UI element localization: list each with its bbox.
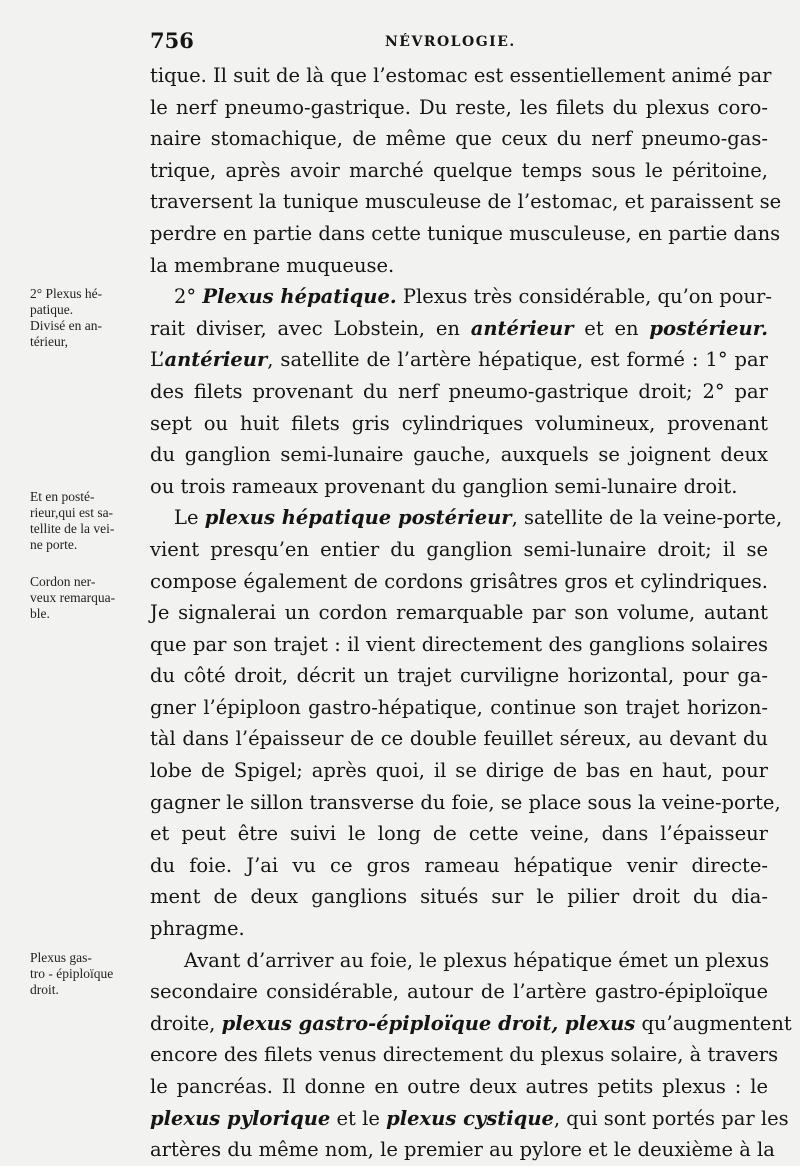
text-line: ou trois rameaux provenant du ganglion semi-lunaire droit. (150, 474, 738, 498)
text-line: traversent la tunique musculeuse de l’estomac, et paraissent se (150, 190, 782, 214)
text-line: compose également de cordons grisâtres gros et cylindriques. (150, 569, 768, 593)
margin-note-line: 2° Plexus hé- (30, 286, 103, 301)
text-line: L’antérieur, satellite de l’artère hépatique, est formé : 1° par (150, 348, 768, 372)
margin-note-plexus-hepatique (30, 286, 152, 350)
text-line: 2° Plexus hépatique. Plexus très considérable, qu’on pour- (174, 285, 772, 309)
text-line: perdre en partie dans cette tunique musculeuse, en partie dans (150, 221, 781, 245)
text-line: que par son trajet : il vient directement des ganglions solaires (150, 632, 768, 656)
text-line: gagner le sillon transverse du foie, se place sous la veine-porte, (150, 790, 781, 814)
text-line: trique, après avoir marché quelque temps sous le péritoine, (150, 158, 768, 182)
text-line: plexus pylorique et le plexus cystique, qui sont portés par les (150, 1106, 789, 1130)
text-line: naire stomachique, de même que ceux du nerf pneumo-gas- (150, 127, 768, 151)
text-line: la membrane muqueuse. (150, 253, 395, 277)
text-line: Le plexus hépatique postérieur, satellite de la veine-porte, (174, 506, 783, 530)
text-line: vient presqu’en entier du ganglion semi-lunaire droit; il se (150, 537, 768, 561)
margin-note-line: ble. (30, 606, 50, 621)
text-line: du ganglion semi-lunaire gauche, auxquels se joignent deux (150, 443, 768, 467)
margin-note-line: droit. (30, 982, 59, 997)
page-number: 756 (150, 28, 194, 53)
text-line: Je signalerai un cordon remarquable par son volume, autant (150, 601, 768, 625)
text-line: le pancréas. Il donne en outre deux autres petits plexus : le (150, 1075, 768, 1098)
margin-note-gastro-epiploique (30, 950, 152, 998)
margin-note-line: tro - épiploïque (30, 966, 114, 981)
running-title: NÉVROLOGIE. (385, 34, 516, 50)
body-text (150, 60, 792, 1166)
margin-note-line: Cordon ner- (30, 574, 96, 589)
text-line: du foie. J’ai vu ce gros rameau hépatique venir directe- (150, 853, 768, 877)
text-line: encore des filets venus directement du plexus solaire, à travers (150, 1043, 779, 1067)
text-line: tàl dans l’épaisseur de ce double feuillet séreux, au devant du (150, 727, 768, 751)
margin-note-cordon (30, 574, 152, 622)
margin-note-line: veux remarqua- (30, 590, 116, 605)
margin-note-line: ne porte. (30, 537, 78, 552)
text-line: phragme. (150, 917, 245, 941)
margin-note-posterieur (30, 489, 152, 553)
text-line: des filets provenant du nerf pneumo-gastrique droit; 2° par (150, 379, 768, 403)
margin-note-line: patique. (30, 302, 74, 317)
text-line: le nerf pneumo-gastrique. Du reste, les filets du plexus coro- (150, 95, 768, 119)
margin-note-line: Divisé en an- (30, 318, 102, 333)
text-line: rait diviser, avec Lobstein, en antérieur et en postérieur. (150, 316, 768, 340)
section-heading: Plexus hépatique. (202, 285, 397, 309)
text-line: lobe de Spigel; après quoi, il se dirige de bas en haut, pour (150, 759, 768, 783)
text-line: du côté droit, décrit un trajet curviligne horizontal, pour ga- (150, 664, 768, 688)
margin-note-line: tellite de la vei- (30, 521, 115, 536)
text-line: sept ou huit filets gris cylindriques volumineux, provenant (150, 411, 768, 435)
page-header (150, 28, 765, 58)
margin-note-line: Et en posté- (30, 489, 95, 504)
text-line: ment de deux ganglions situés sur le pilier droit du dia- (150, 885, 768, 909)
text-line: secondaire considérable, autour de l’artère gastro-épiploïque (150, 980, 768, 1004)
margin-note-line: térieur, (30, 334, 69, 349)
text-line: artères du même nom, le premier au pylore et le deuxième à la (150, 1138, 775, 1162)
margin-note-line: rieur,qui est sa- (30, 505, 114, 520)
text-line: tique. Il suit de là que l’estomac est essentiellement animé par (150, 64, 772, 87)
text-line: Avant d’arriver au foie, le plexus hépatique émet un plexus (184, 948, 770, 972)
text-line: gner l’épiploon gastro-hépatique, continue son trajet horizon- (150, 695, 768, 719)
margin-note-line: Plexus gas- (30, 950, 92, 965)
text-line: droite, plexus gastro-épiploïque droit, plexus qu’augmentent (150, 1011, 792, 1035)
text-line: et peut être suivi le long de cette veine, dans l’épaisseur (150, 822, 768, 846)
